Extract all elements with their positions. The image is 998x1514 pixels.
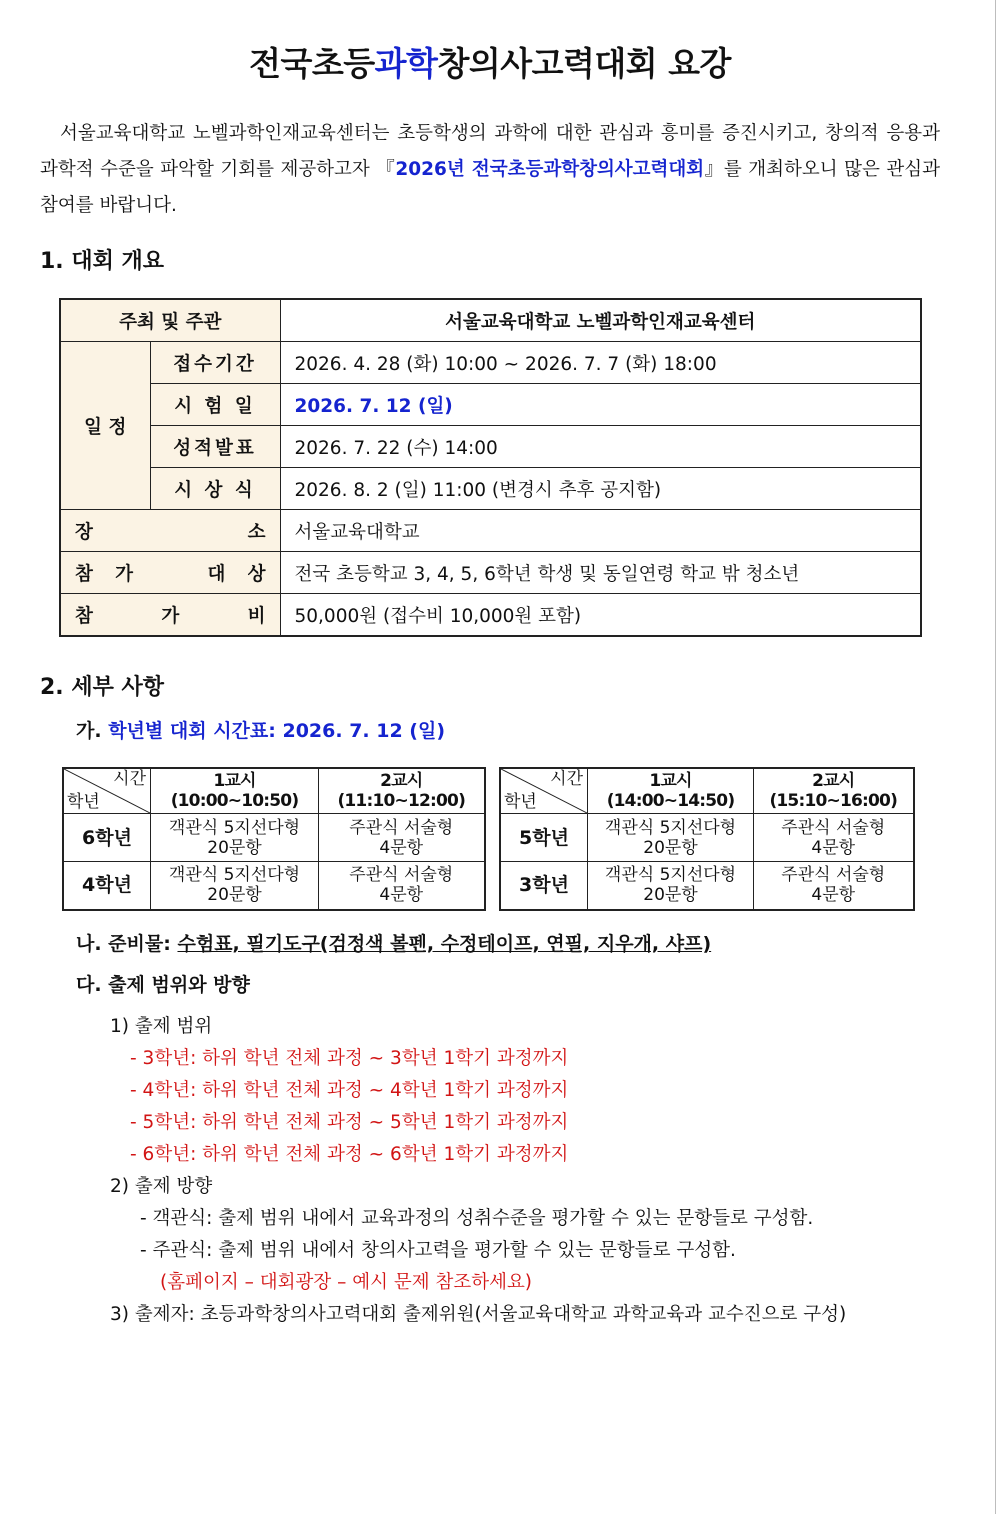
schedule-item-value: 2026. 4. 28 (화) 10:00 ~ 2026. 7. 7 (화) 18:00 (280, 342, 921, 384)
table-row (60, 510, 921, 552)
subsection-a-title: 가. 학년별 대회 시간표: 2026. 7. 12 (일) (76, 720, 446, 742)
corner-header: 시간 학년 (63, 768, 151, 814)
table-row (500, 768, 914, 814)
page-title: 전국초등과학창의사고력대회 요강 (249, 44, 731, 83)
schedule-label: 일 정 (60, 342, 150, 510)
place-value: 서울교육대학교 (280, 510, 921, 552)
fee-value: 50,000원 (접수비 10,000원 포함) (280, 594, 921, 637)
scope-section (110, 1011, 846, 1331)
host-value: 서울교육대학교 노벨과학인재교육센터 (280, 299, 921, 342)
table-row (63, 862, 485, 910)
list-item: - 6학년: 하위 학년 전체 과정 ~ 6학년 1학기 과정까지 (130, 1144, 569, 1165)
grade-cell: 5학년 (500, 814, 588, 862)
example-note: (홈페이지 – 대회광장 – 예시 문제 참조하세요) (160, 1272, 533, 1293)
grade-cell: 6학년 (63, 814, 151, 862)
schedule-item-label: 성적발표 (150, 426, 280, 468)
subsection-b-title: 나. 준비물: 수험표, 필기도구(검정색 볼펜, 수정테이프, 연필, 지우개, 샤프) (76, 933, 712, 955)
target-value: 전국 초등학교 3, 4, 5, 6학년 학생 및 동일연령 학교 밖 청소년 (280, 552, 921, 594)
list-item: - 객관식: 출제 범위 내에서 교육과정의 성취수준을 평가할 수 있는 문항들로 구성함. (140, 1208, 814, 1229)
table-row (60, 552, 921, 594)
corner-header: 시간 학년 (500, 768, 588, 814)
exam-cell: 객관식 5지선다형 20문항 (151, 814, 319, 862)
table-row (500, 862, 914, 910)
scope-title: 1) 출제 범위 (110, 1016, 213, 1037)
page-edge (995, 0, 996, 1514)
contest-name: 2026년 전국초등과학창의사고력대회 (395, 159, 705, 180)
schedule-item-label: 접수기간 (150, 342, 280, 384)
grade-cell: 3학년 (500, 862, 588, 910)
target-label: 참 가 대 상 (60, 552, 280, 594)
table-row (500, 814, 914, 862)
supplies-list: 수험표, 필기도구(검정색 볼펜, 수정테이프, 연필, 지우개, 샤프) (177, 933, 712, 955)
table-row (60, 426, 921, 468)
grade-cell: 4학년 (63, 862, 151, 910)
list-item: - 3학년: 하위 학년 전체 과정 ~ 3학년 1학기 과정까지 (130, 1048, 569, 1069)
list-item: - 4학년: 하위 학년 전체 과정 ~ 4학년 1학기 과정까지 (130, 1080, 569, 1101)
exam-cell: 주관식 서술형 4문항 (754, 862, 914, 910)
table-row (60, 594, 921, 637)
period-header: 1교시(10:00~10:50) (151, 768, 319, 814)
host-label: 주최 및 주관 (60, 299, 280, 342)
table-row (60, 468, 921, 510)
table-row (63, 768, 485, 814)
author-line: 3) 출제자: 초등과학창의사고력대회 출제위원(서울교육대학교 과학교육과 교수진으로 구성) (110, 1304, 847, 1325)
exam-cell: 주관식 서술형 4문항 (319, 862, 485, 910)
schedule-item-label: 시 험 일 (150, 384, 280, 426)
schedule-table-afternoon (499, 767, 915, 911)
direction-title: 2) 출제 방향 (110, 1176, 213, 1197)
intro-paragraph: 서울교육대학교 노벨과학인재교육센터는 초등학생의 과학에 대한 관심과 흥미를 증진시키고, 창의적 응용과 과학적 수준을 파악할 기회를 제공하고자 『2026년 전국초등과학창의사고력대회』를 개최하오니 많은 관심과 참여를 바랍니다. (40, 123, 940, 216)
table-row (60, 342, 921, 384)
section-1-title: 1. 대회 개요 (40, 249, 164, 274)
table-row (60, 299, 921, 342)
exam-cell: 주관식 서술형 4문항 (754, 814, 914, 862)
period-header: 2교시(11:10~12:00) (319, 768, 485, 814)
list-item: - 주관식: 출제 범위 내에서 창의사고력을 평가할 수 있는 문항들로 구성함. (140, 1240, 736, 1261)
subsection-c-title: 다. 출제 범위와 방향 (76, 974, 250, 996)
period-header: 1교시(14:00~14:50) (588, 768, 754, 814)
period-header: 2교시(15:10~16:00) (754, 768, 914, 814)
place-label: 장 소 (60, 510, 280, 552)
schedule-item-value: 2026. 7. 22 (수) 14:00 (280, 426, 921, 468)
schedule-item-label: 시 상 식 (150, 468, 280, 510)
exam-cell: 객관식 5지선다형 20문항 (588, 814, 754, 862)
schedule-item-value: 2026. 8. 2 (일) 11:00 (변경시 추후 공지함) (280, 468, 921, 510)
exam-cell: 객관식 5지선다형 20문항 (588, 862, 754, 910)
fee-label: 참 가 비 (60, 594, 280, 637)
section-2-title: 2. 세부 사항 (40, 675, 164, 700)
table-row (60, 384, 921, 426)
schedule-table-morning (62, 767, 486, 911)
list-item: - 5학년: 하위 학년 전체 과정 ~ 5학년 1학기 과정까지 (130, 1112, 569, 1133)
table-row (63, 814, 485, 862)
exam-cell: 객관식 5지선다형 20문항 (151, 862, 319, 910)
overview-table (59, 298, 922, 637)
exam-cell: 주관식 서술형 4문항 (319, 814, 485, 862)
schedule-item-value: 2026. 7. 12 (일) (280, 384, 921, 426)
